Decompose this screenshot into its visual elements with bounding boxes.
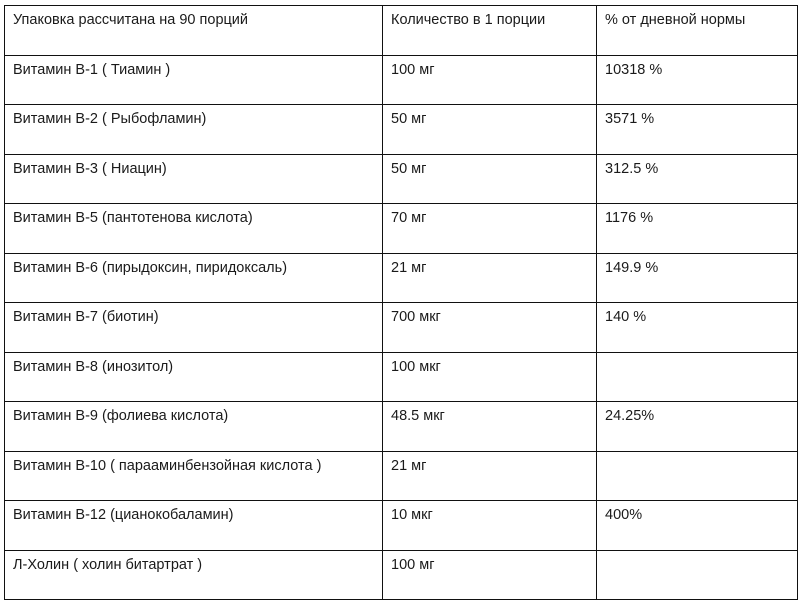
cell-amount: 21 мг xyxy=(383,451,597,501)
cell-amount: 70 мг xyxy=(383,204,597,254)
table-row xyxy=(5,105,798,155)
vitamin-table xyxy=(4,5,798,600)
table-row xyxy=(5,204,798,254)
cell-amount: 10 мкг xyxy=(383,501,597,551)
cell-daily-value: 1176 % xyxy=(597,204,798,254)
cell-daily-value xyxy=(597,352,798,402)
table-row xyxy=(5,154,798,204)
cell-name: Витамин В-8 (инозитол) xyxy=(5,352,383,402)
cell-daily-value: 3571 % xyxy=(597,105,798,155)
header-amount: Количество в 1 порции xyxy=(383,6,597,56)
cell-daily-value: 140 % xyxy=(597,303,798,353)
header-daily-value: % от дневной нормы xyxy=(597,6,798,56)
cell-name: Витамин В-7 (биотин) xyxy=(5,303,383,353)
cell-name: Витамин В-3 ( Ниацин) xyxy=(5,154,383,204)
cell-amount: 50 мг xyxy=(383,105,597,155)
cell-daily-value xyxy=(597,550,798,600)
table-row xyxy=(5,303,798,353)
cell-name: Витамин В-2 ( Рыбофламин) xyxy=(5,105,383,155)
cell-amount: 21 мг xyxy=(383,253,597,303)
cell-name: Витамин В-5 (пантотенова кислота) xyxy=(5,204,383,254)
table-row xyxy=(5,451,798,501)
table-header-row xyxy=(5,6,798,56)
cell-daily-value: 24.25% xyxy=(597,402,798,452)
cell-name: Витамин В-10 ( парааминбензойная кислота ) xyxy=(5,451,383,501)
cell-name: Витамин В-1 ( Тиамин ) xyxy=(5,55,383,105)
table-row xyxy=(5,55,798,105)
cell-daily-value xyxy=(597,451,798,501)
cell-amount: 48.5 мкг xyxy=(383,402,597,452)
header-name: Упаковка рассчитана на 90 порций xyxy=(5,6,383,56)
cell-daily-value: 400% xyxy=(597,501,798,551)
table-row xyxy=(5,550,798,600)
cell-name: Витамин В-6 (пирыдоксин, пиридоксаль) xyxy=(5,253,383,303)
table-row xyxy=(5,253,798,303)
cell-amount: 50 мг xyxy=(383,154,597,204)
table-row xyxy=(5,352,798,402)
cell-amount: 100 мкг xyxy=(383,352,597,402)
cell-name: Витамин В-12 (цианокобаламин) xyxy=(5,501,383,551)
cell-daily-value: 149.9 % xyxy=(597,253,798,303)
cell-amount: 100 мг xyxy=(383,550,597,600)
cell-daily-value: 312.5 % xyxy=(597,154,798,204)
cell-amount: 700 мкг xyxy=(383,303,597,353)
cell-amount: 100 мг xyxy=(383,55,597,105)
table-row xyxy=(5,501,798,551)
cell-name: Витамин В-9 (фолиева кислота) xyxy=(5,402,383,452)
cell-name: Л-Холин ( холин битартрат ) xyxy=(5,550,383,600)
cell-daily-value: 10318 % xyxy=(597,55,798,105)
table-row xyxy=(5,402,798,452)
